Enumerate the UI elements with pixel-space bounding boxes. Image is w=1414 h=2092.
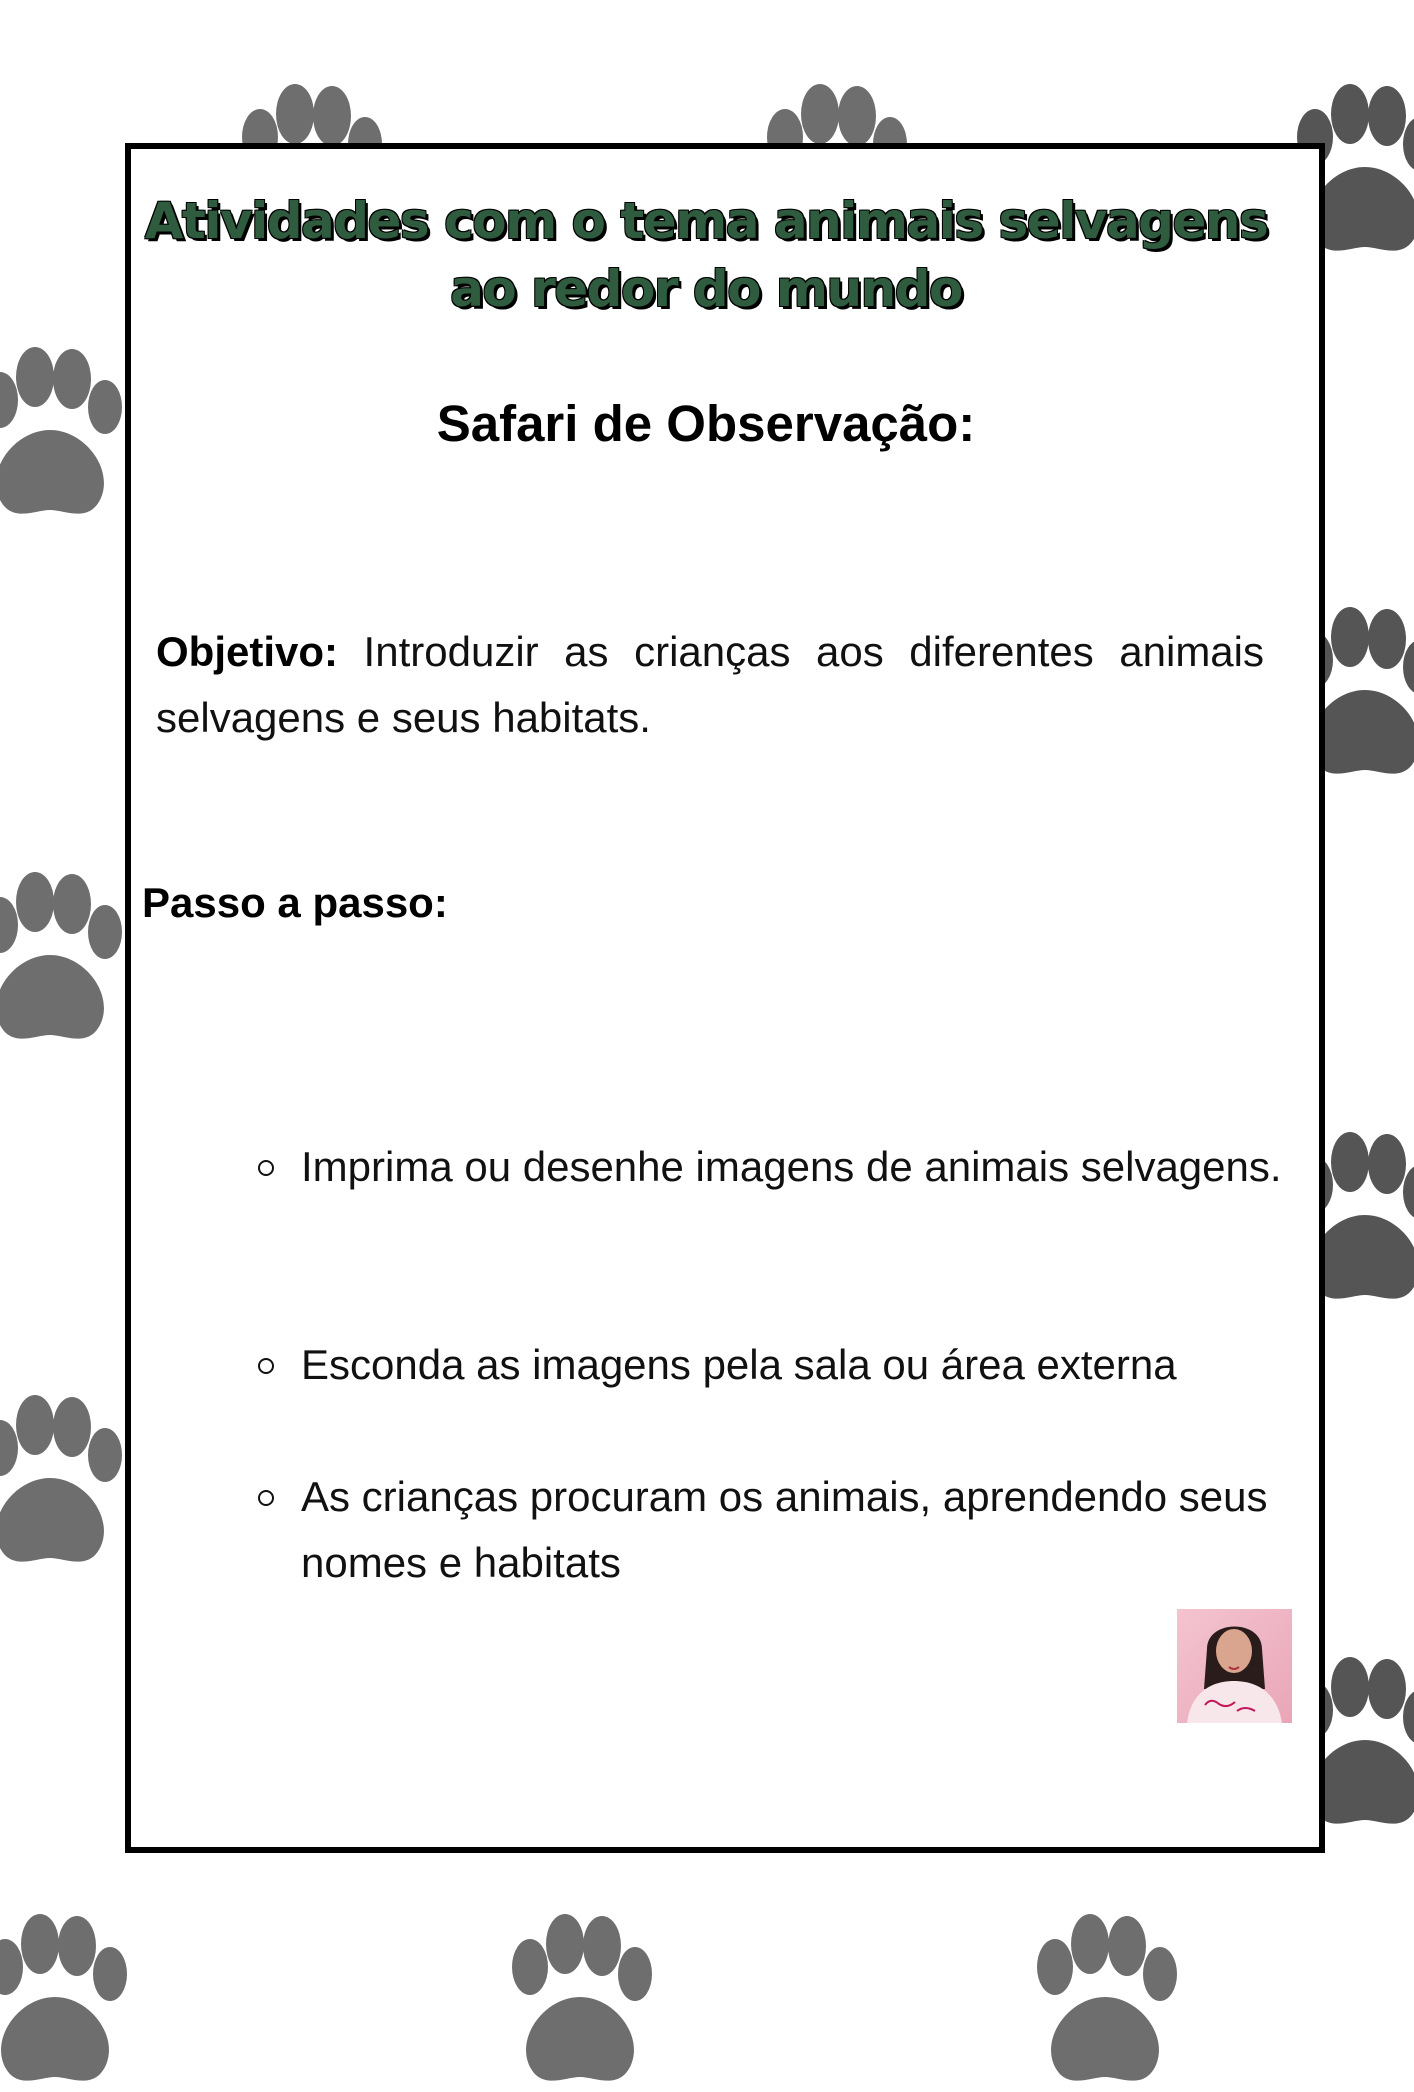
paw-print-icon xyxy=(500,1912,660,2092)
page-title-line-1: Atividades com o tema animais selvagens xyxy=(144,192,1268,250)
activity-title: Safari de Observação: xyxy=(436,395,976,452)
objective-paragraph xyxy=(156,619,1264,751)
paw-print-icon xyxy=(0,1912,135,2092)
step-text: Imprima ou desenhe imagens de animais selvagens. xyxy=(301,1143,1282,1190)
step-text: As crianças procuram os animais, aprendendo seus nomes e habitats xyxy=(301,1473,1268,1586)
list-item xyxy=(301,1134,1311,1200)
list-item xyxy=(301,1464,1311,1596)
author-photo xyxy=(1177,1609,1292,1723)
page-title-line-2: ao redor do mundo xyxy=(450,260,962,318)
paw-print-icon xyxy=(0,345,130,525)
bullet-circle-icon xyxy=(258,1160,274,1176)
page-title xyxy=(131,187,1281,323)
step-text: Esconda as imagens pela sala ou área externa xyxy=(301,1341,1177,1388)
list-item xyxy=(301,1332,1311,1398)
paw-print-icon xyxy=(0,1393,130,1573)
bullet-circle-icon xyxy=(258,1490,274,1506)
steps-heading: Passo a passo: xyxy=(142,879,448,926)
objective-text: Introduzir as crianças aos diferentes animais selvagens e seus habitats. xyxy=(156,628,1264,741)
objective-label: Objetivo: xyxy=(156,628,339,675)
paw-print-icon xyxy=(1025,1912,1185,2092)
bullet-circle-icon xyxy=(258,1358,274,1374)
paw-print-icon xyxy=(0,870,130,1050)
activity-card xyxy=(125,143,1325,1853)
